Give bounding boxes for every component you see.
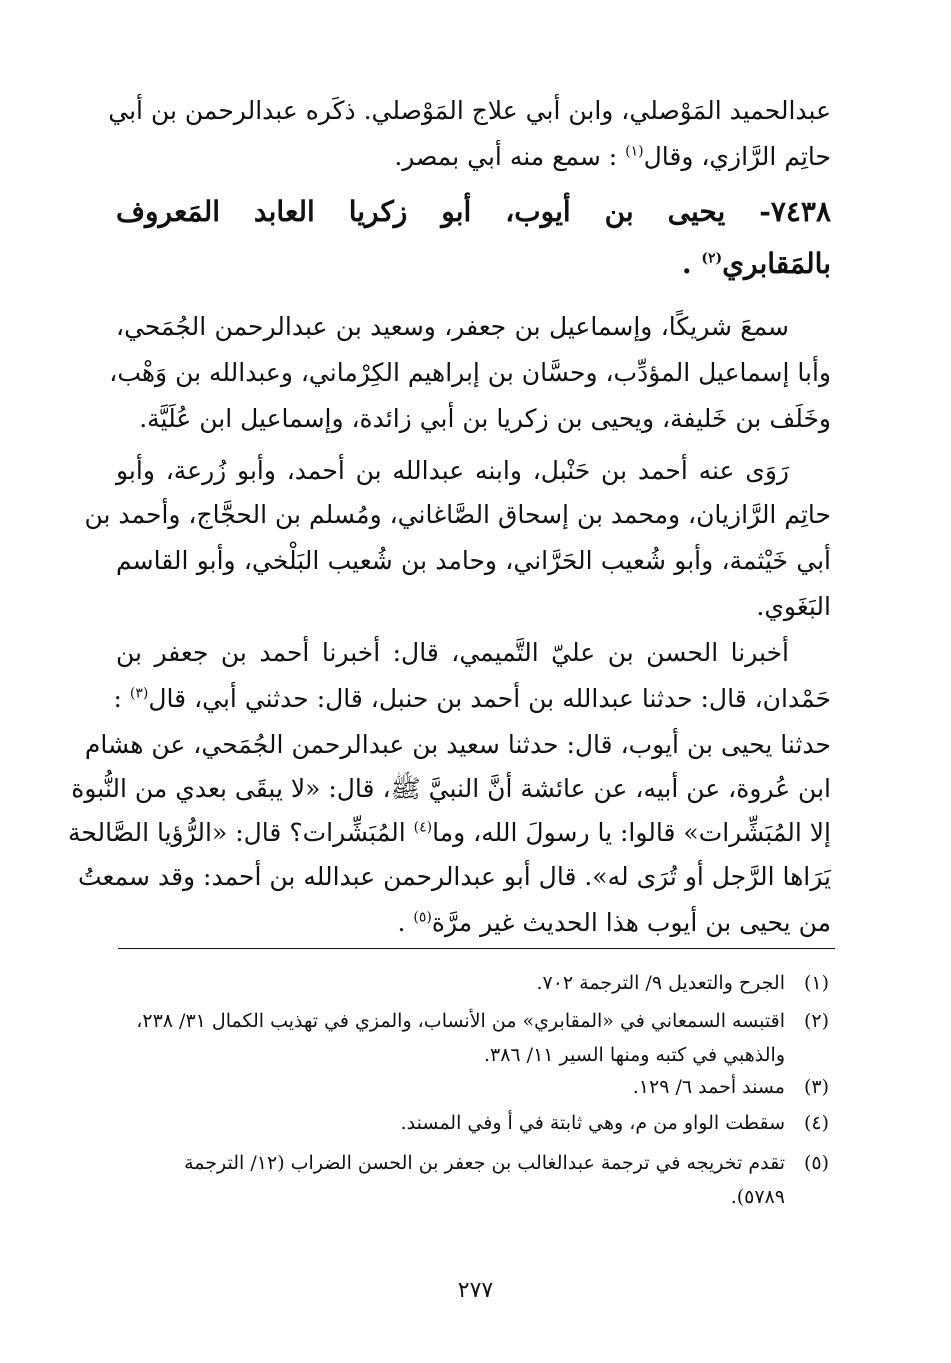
body-line bbox=[116, 594, 831, 619]
body-line bbox=[113, 684, 831, 713]
body-line bbox=[109, 358, 831, 387]
body-line bbox=[84, 500, 831, 529]
line-text-after-marker: . bbox=[681, 247, 702, 280]
line-text-after-marker: : سمع منه أبي بمصر. bbox=[394, 142, 626, 171]
line-text: أخبرنا الحسن بن عليّ التَّميمي، قال: أخبرنا أحمد بن جعفر بن bbox=[116, 638, 789, 667]
footnote-text: تقدم تخريجه في ترجمة عبدالغالب بن جعفر بن الحسن الضراب (١٢/ الترجمة bbox=[184, 1152, 785, 1174]
line-text: البَغَوي. bbox=[756, 592, 831, 621]
line-text: بالمَقابري bbox=[722, 247, 831, 280]
footnote-marker: (٤) bbox=[413, 819, 433, 836]
footnote-continuation: والذهبي في كتبه ومنها السير ١١/ ٣٨٦. bbox=[483, 1044, 785, 1066]
line-text: حاتِم الرَّازيان، ومحمد بن إسحاق الصَّاغاني، ومُسلم بن الحجَّاج، وأحمد بن bbox=[84, 500, 831, 529]
body-line bbox=[116, 640, 831, 665]
entry-heading-line bbox=[116, 247, 831, 280]
footnote-number: (١) bbox=[803, 972, 829, 994]
footnote bbox=[114, 1114, 829, 1133]
entry-heading-line bbox=[116, 195, 831, 228]
footnote-continuation: ٥٧٨٩). bbox=[730, 1186, 785, 1208]
body-line bbox=[108, 96, 831, 125]
footnote-number: (٥) bbox=[803, 1152, 829, 1174]
line-text: حدثنا يحيى بن أيوب، قال: حدثنا سعيد بن عبدالرحمن الجُمَحي، عن هشام bbox=[84, 730, 831, 759]
body-line bbox=[84, 730, 831, 759]
footnote-number: (٣) bbox=[803, 1076, 829, 1098]
footnote-number: (٤) bbox=[803, 1112, 829, 1134]
footnote-text: مسند أحمد ٦/ ١٢٩. bbox=[632, 1076, 785, 1098]
line-text: رَوَى عنه أحمد بن حَنْبل، وابنه عبدالله بن أحمد، وأبو زُرعة، وأبو bbox=[116, 456, 789, 485]
line-text: ٧٤٣٨- يحيى بن أيوب، أبو زكريا العابد المَعروف bbox=[116, 195, 831, 228]
line-text: يَرَاها الرَّجل أو تُرَى له». قال أبو عبدالرحمن عبدالله بن أحمد: وقد سمعتُ bbox=[77, 862, 831, 891]
footnote bbox=[114, 1078, 829, 1097]
footnote-marker: (٥) bbox=[413, 909, 432, 926]
page-number: ٢٧٧ bbox=[457, 1278, 494, 1303]
line-text: ابن عُروة، عن أبيه، عن عائشة أنَّ النبيَّ ﷺ، قال: «لا يبقَى بعدي من النُّبوة bbox=[71, 774, 831, 803]
footnote-marker: (٣) bbox=[129, 685, 149, 702]
line-text: من يحيى بن أيوب هذا الحديث غير مرَّة bbox=[431, 908, 831, 937]
footnote bbox=[114, 974, 829, 993]
body-line bbox=[116, 910, 831, 935]
footnote-separator bbox=[118, 948, 835, 949]
line-text: إلا المُبَشِّرات» قالوا: يا رسولَ الله، وما bbox=[432, 818, 831, 847]
footnote bbox=[114, 1154, 829, 1173]
footnote-text: سقطت الواو من م، وهي ثابتة في أ وفي المسند. bbox=[400, 1112, 785, 1134]
footnote-marker: (٢) bbox=[701, 250, 723, 267]
line-text: سمعَ شريكًا، وإسماعيل بن جعفر، وسعيد بن عبدالرحمن الجُمَحي، bbox=[116, 312, 789, 341]
body-line bbox=[116, 144, 831, 169]
line-text: أبي خَيْثمة، وأبو شُعيب الحَرَّاني، وحامد بن شُعيب البَلْخي، وأبو القاسم bbox=[116, 546, 831, 575]
line-text: حاتِم الرَّازي، وقال bbox=[643, 142, 831, 171]
footnote bbox=[114, 1012, 829, 1031]
body-line bbox=[116, 406, 831, 431]
footnote-number: (٢) bbox=[803, 1010, 829, 1032]
line-text: عبدالحميد المَوْصلي، وابن أبي علاج المَوْصلي. ذكَره عبدالرحمن بن أبي bbox=[108, 96, 831, 125]
footnote-text: الجرح والتعديل ٩/ الترجمة ٧٠٢. bbox=[536, 972, 785, 994]
line-text-after-marker: . bbox=[397, 908, 414, 937]
line-text: وأبا إسماعيل المؤدِّب، وحسَّان بن إبراهيم الكِرْماني، وعبدالله بن وَهْب، bbox=[109, 358, 831, 387]
line-text: وخَلَف بن خَليفة، ويحيى بن زكريا بن أبي زائدة، وإسماعيل ابن عُلَيَّة. bbox=[139, 404, 831, 433]
body-line bbox=[116, 548, 831, 573]
body-line bbox=[71, 774, 831, 803]
body-line bbox=[116, 314, 831, 339]
body-line bbox=[116, 458, 831, 483]
footnote-marker: (١) bbox=[625, 143, 644, 160]
line-text-after-marker: المُبَشِّرات؟ قال: «الرُّؤيا الصَّالحة bbox=[68, 818, 414, 847]
body-line bbox=[77, 862, 831, 891]
line-text-after-marker: : bbox=[113, 684, 130, 713]
line-text: حَمْدان، قال: حدثنا عبدالله بن أحمد بن حنبل، قال: حدثني أبي، قال bbox=[148, 684, 831, 713]
body-line bbox=[68, 818, 831, 847]
footnote-text: اقتبسه السمعاني في «المقابري» من الأنساب، والمزي في تهذيب الكمال ٣١/ ٢٣٨، bbox=[136, 1010, 785, 1032]
